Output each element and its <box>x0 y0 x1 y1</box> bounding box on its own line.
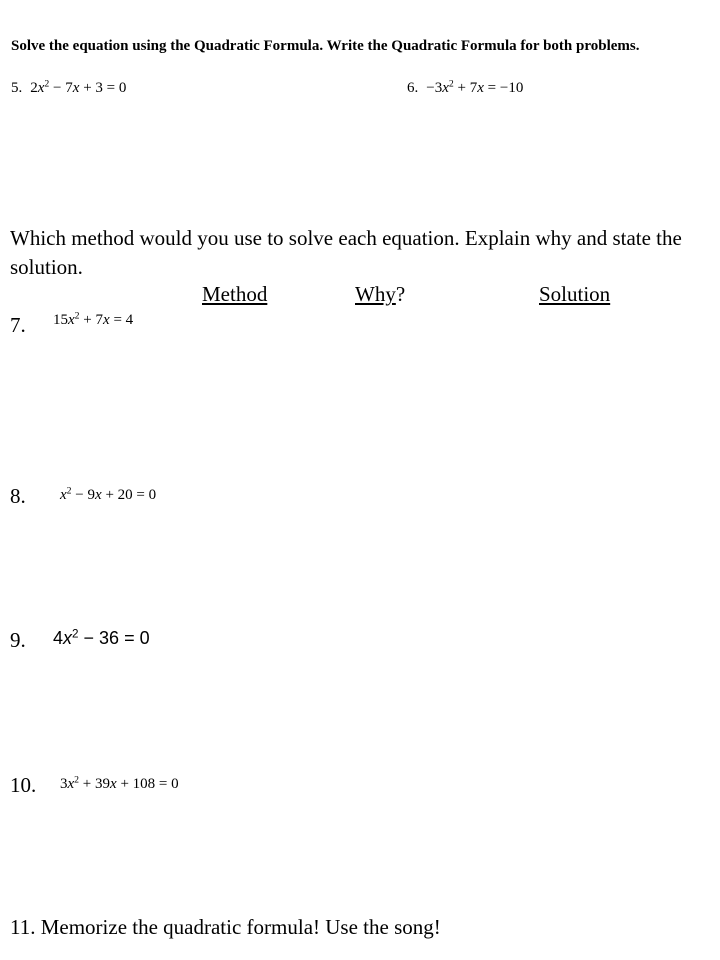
problem-9-number: 9. <box>10 628 26 652</box>
memorize-formula-task: 11. Memorize the quadratic formula! Use the song! <box>10 915 441 939</box>
column-header-solution: Solution <box>539 282 611 306</box>
problem-9-equation: $4x^2 - 36 = 0$ <box>53 627 150 648</box>
instructions-heading: Solve the equation using the Quadratic Formula. Write the Quadratic Formula for both problems. <box>11 38 640 54</box>
problem-5-number: 5. <box>11 80 23 96</box>
problem-10-number: 10. <box>10 773 37 797</box>
problem-6-number: 6. <box>407 80 419 96</box>
problem-8-equation: $x^2 - 9x + 20 = 0$ <box>60 485 157 503</box>
problem-6-equation: 6. $-3x^2 + 7x = -10$ <box>407 78 524 96</box>
method-prompt: Which method would you use to solve each equation. Explain why and state the solution. <box>10 226 682 279</box>
column-header-method: Method <box>202 282 268 306</box>
column-header-why: Why? <box>355 282 406 306</box>
problem-7-number: 7. <box>10 313 26 337</box>
problem-10-equation: $3x^2 + 39x + 108 = 0$ <box>60 774 179 792</box>
problem-8-number: 8. <box>10 484 26 508</box>
problem-5-equation: 5. $2x^2 - 7x + 3 = 0$ <box>11 78 127 96</box>
problem-7-equation: $15x^2 + 7x = 4$ <box>53 310 134 328</box>
